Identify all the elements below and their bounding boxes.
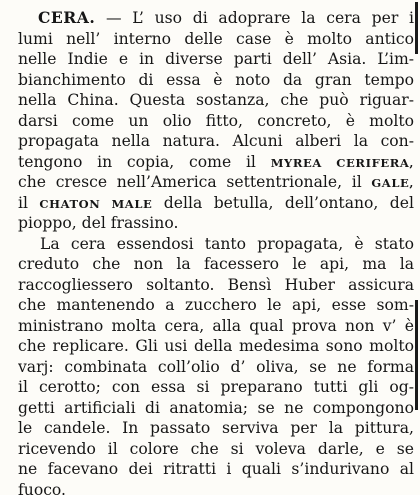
margin-bar bbox=[415, 2, 418, 54]
text-line: La cera essendosi tanto propagata, è stato bbox=[18, 234, 414, 255]
text-line: raccogliessero soltanto. Bensì Huber assicura bbox=[18, 275, 414, 296]
species-name: CHATON MALE bbox=[39, 197, 152, 211]
text-line: le candele. In passato serviva per la pittura, bbox=[18, 418, 414, 439]
text-line bbox=[18, 8, 414, 29]
text-line: propagata nella natura. Alcuni alberi la con- bbox=[18, 131, 414, 152]
text-line: che replicare. Gli usi della medesima sono molto bbox=[18, 336, 414, 357]
text-line: bianchimento di essa è noto da gran tempo bbox=[18, 70, 414, 91]
text-line: che mantenendo a zucchero le api, esse som- bbox=[18, 295, 414, 316]
text-line: fuoco. bbox=[18, 480, 414, 500]
line-text: che cresce nell’America settentrionale, il bbox=[18, 173, 371, 191]
text-line: getti artificiali di anatomia; se ne compongono bbox=[18, 398, 414, 419]
text-line: nelle Indie e in diverse parti dell’ Asia. L’im- bbox=[18, 49, 414, 70]
species-name: MYREA CERIFERA, bbox=[271, 156, 414, 170]
text-line: ministrano molta cera, alla qual prova non v’ è bbox=[18, 316, 414, 337]
text-line: darsi come un olio fitto, concreto, è molto bbox=[18, 111, 414, 132]
line-text: tengono in copia, come il bbox=[18, 153, 271, 171]
margin-bar bbox=[415, 300, 418, 410]
species-name: GALE, bbox=[371, 176, 414, 190]
text-line bbox=[18, 193, 414, 214]
text-line: pioppo, del frassino. bbox=[18, 213, 414, 234]
text-line: ricevendo il colore che si voleva darle, e se bbox=[18, 439, 414, 460]
text-line: creduto che non la facessero le api, ma la bbox=[18, 254, 414, 275]
text-line bbox=[18, 152, 414, 173]
text-line: varj: combinata coll’olio d’ oliva, se ne forma bbox=[18, 357, 414, 378]
text-line bbox=[18, 172, 414, 193]
text-line: nella China. Questa sostanza, che può riguar- bbox=[18, 90, 414, 111]
text-line: ne facevano dei ritratti i quali s’indurivano al bbox=[18, 459, 414, 480]
headword: CERA. bbox=[18, 8, 95, 27]
line-text: della betulla, dell’ontano, del bbox=[152, 194, 414, 212]
text-line: il cerotto; con essa si preparano tutti gli og- bbox=[18, 377, 414, 398]
line-text: — L’ uso di adoprare la cera per i bbox=[95, 9, 414, 27]
line-text: il bbox=[18, 194, 39, 212]
text-line: lumi nell’ interno delle case è molto antico bbox=[18, 29, 414, 50]
article-text bbox=[18, 8, 414, 500]
